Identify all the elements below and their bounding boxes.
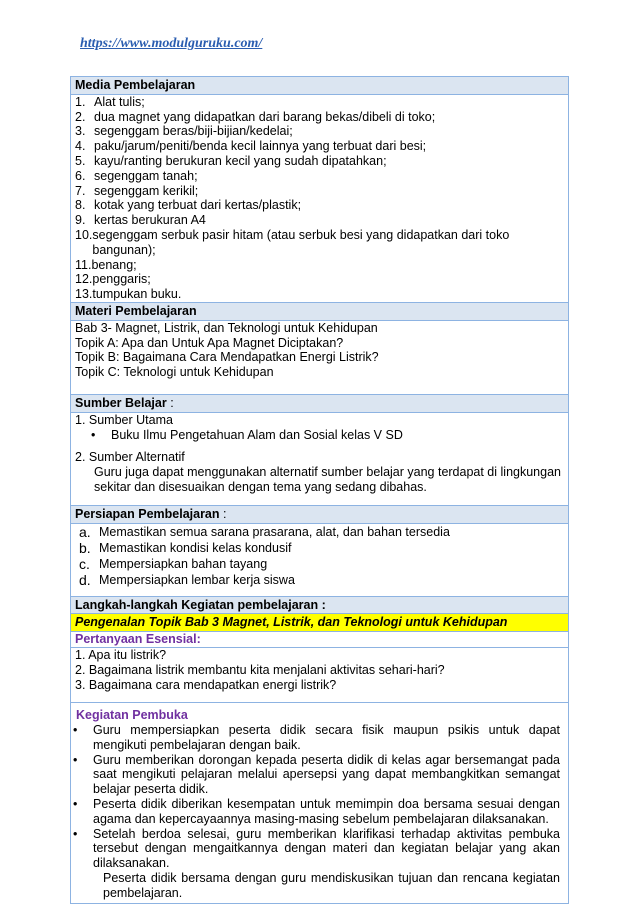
list-item: b. Memastikan kondisi kelas kondusif	[79, 539, 292, 556]
list-item: 11. benang;	[75, 257, 137, 272]
persiapan-title-colon: :	[219, 506, 227, 521]
list-item: 2. dua magnet yang didapatkan dari barang bekas/dibeli di toko;	[75, 109, 436, 124]
esensial-heading-cell	[71, 632, 568, 648]
pembuka-content-cell	[71, 703, 568, 903]
list-item: 10. segenggam serbuk pasir hitam (atau serbuk besi yang didapatkan dari toko bangunan);	[75, 227, 510, 257]
list-item: 8. kotak yang terbuat dari kertas/plastik;	[75, 198, 302, 213]
sumber-content-cell	[71, 413, 568, 506]
list-item: 1. Alat tulis;	[75, 94, 145, 109]
pembuka-closing-text: Peserta didik bersama dengan guru mendiskusikan tujuan dan rencana kegiatan pembelajaran.	[103, 871, 560, 900]
list-item: 4. paku/jarum/peniti/benda kecil lainnya yang terbuat dari besi;	[75, 139, 427, 154]
materi-chapter: Bab 3- Magnet, Listrik, dan Teknologi untuk Kehidupan	[75, 320, 378, 335]
media-list-cell	[71, 95, 568, 303]
list-item: d. Mempersiapkan lembar kerja siswa	[79, 571, 295, 588]
list-item: 9. kertas berukuran A4	[75, 213, 206, 228]
list-item: • Peserta didik diberikan kesempatan untuk memimpin doa bersama sesuai dengan agama dan kepercayaannya masing-masing sebelum pembelajaran dilaksanakan.	[73, 797, 560, 826]
materi-topic-c: Topik C: Teknologi untuk Kehidupan	[75, 365, 274, 380]
list-item: • Setelah berdoa selesai, guru memberikan klarifikasi terhadap aktivitas pembuka tersebut dengan mengaitkannya dengan materi dan kegiatan belajar yang akan dilaksanakan.	[73, 826, 560, 871]
materi-content-cell	[71, 321, 568, 395]
list-item: c. Mempersiapkan bahan tayang	[79, 555, 268, 572]
bullet-icon: •	[73, 752, 78, 767]
list-item: 7. segenggam kerikil;	[75, 183, 199, 198]
persiapan-section-heading	[71, 506, 568, 524]
persiapan-title: Persiapan Pembelajaran	[75, 506, 220, 521]
list-item: 3. Bagaimana cara mendapatkan energi listrik?	[75, 677, 337, 692]
esensial-heading: Pertanyaan Esensial:	[75, 632, 201, 647]
media-section-heading: Media Pembelajaran	[71, 77, 568, 95]
bullet-icon: •	[73, 826, 78, 841]
list-item: 3. segenggam beras/biji-bijian/kedelai;	[75, 124, 293, 139]
media-list	[75, 95, 564, 302]
list-item: 12. penggaris;	[75, 272, 151, 287]
list-item: a. Memastikan semua sarana prasarana, alat, dan bahan tersedia	[79, 523, 450, 540]
list-item: • Guru mempersiapkan peserta didik secara fisik maupun psikis untuk dapat mengikuti pembelajaran dengan baik.	[73, 723, 560, 752]
bullet-icon: •	[73, 723, 78, 738]
list-item: • Buku Ilmu Pengetahuan Alam dan Sosial kelas V SD	[91, 427, 403, 442]
pengenalan-topik-heading: Pengenalan Topik Bab 3 Magnet, Listrik, dan Teknologi untuk Kehidupan	[71, 614, 568, 632]
pembuka-heading: Kegiatan Pembuka	[76, 708, 188, 723]
list-item: 13. tumpukan buku.	[75, 287, 182, 302]
langkah-section-heading: Langkah-langkah Kegiatan pembelajaran :	[71, 597, 568, 615]
sumber-title: Sumber Belajar	[75, 395, 167, 410]
sumber-utama-label: 1. Sumber Utama	[75, 412, 173, 427]
sumber-title-colon: :	[166, 395, 174, 410]
materi-section-heading: Materi Pembelajaran	[71, 303, 568, 321]
list-item: • Guru memberikan dorongan kepada peserta didik di kelas agar bersemangat pada saat mengikuti pelajaran melalui apersepsi yang dapat membangkitkan semangat belajar peserta didik.	[73, 752, 560, 797]
persiapan-content-cell	[71, 524, 568, 597]
sumber-alt-label: 2. Sumber Alternatif	[75, 450, 185, 465]
list-item: 5. kayu/ranting berukuran kecil yang sudah dipatahkan;	[75, 153, 387, 168]
list-item: 1. Apa itu listrik?	[75, 647, 167, 662]
materi-topic-b: Topik B: Bagaimana Cara Mendapatkan Energi Listrik?	[75, 350, 379, 365]
header-url-link[interactable]: https://www.modulguruku.com/	[80, 36, 263, 51]
materi-topic-a: Topik A: Apa dan Untuk Apa Magnet Diciptakan?	[75, 335, 344, 350]
esensial-questions-cell	[71, 648, 568, 703]
lesson-plan-table	[70, 76, 569, 904]
sumber-section-heading	[71, 395, 568, 413]
bullet-icon: •	[73, 797, 78, 812]
list-item: 2. Bagaimana listrik membantu kita menjalani aktivitas sehari-hari?	[75, 662, 445, 677]
bullet-icon: •	[91, 427, 96, 442]
list-item: 6. segenggam tanah;	[75, 168, 198, 183]
sumber-alt-text: Guru juga dapat menggunakan alternatif sumber belajar yang terdapat di lingkungan sekitar dan disesuaikan dengan tema yang sedang dibahas.	[94, 465, 561, 494]
